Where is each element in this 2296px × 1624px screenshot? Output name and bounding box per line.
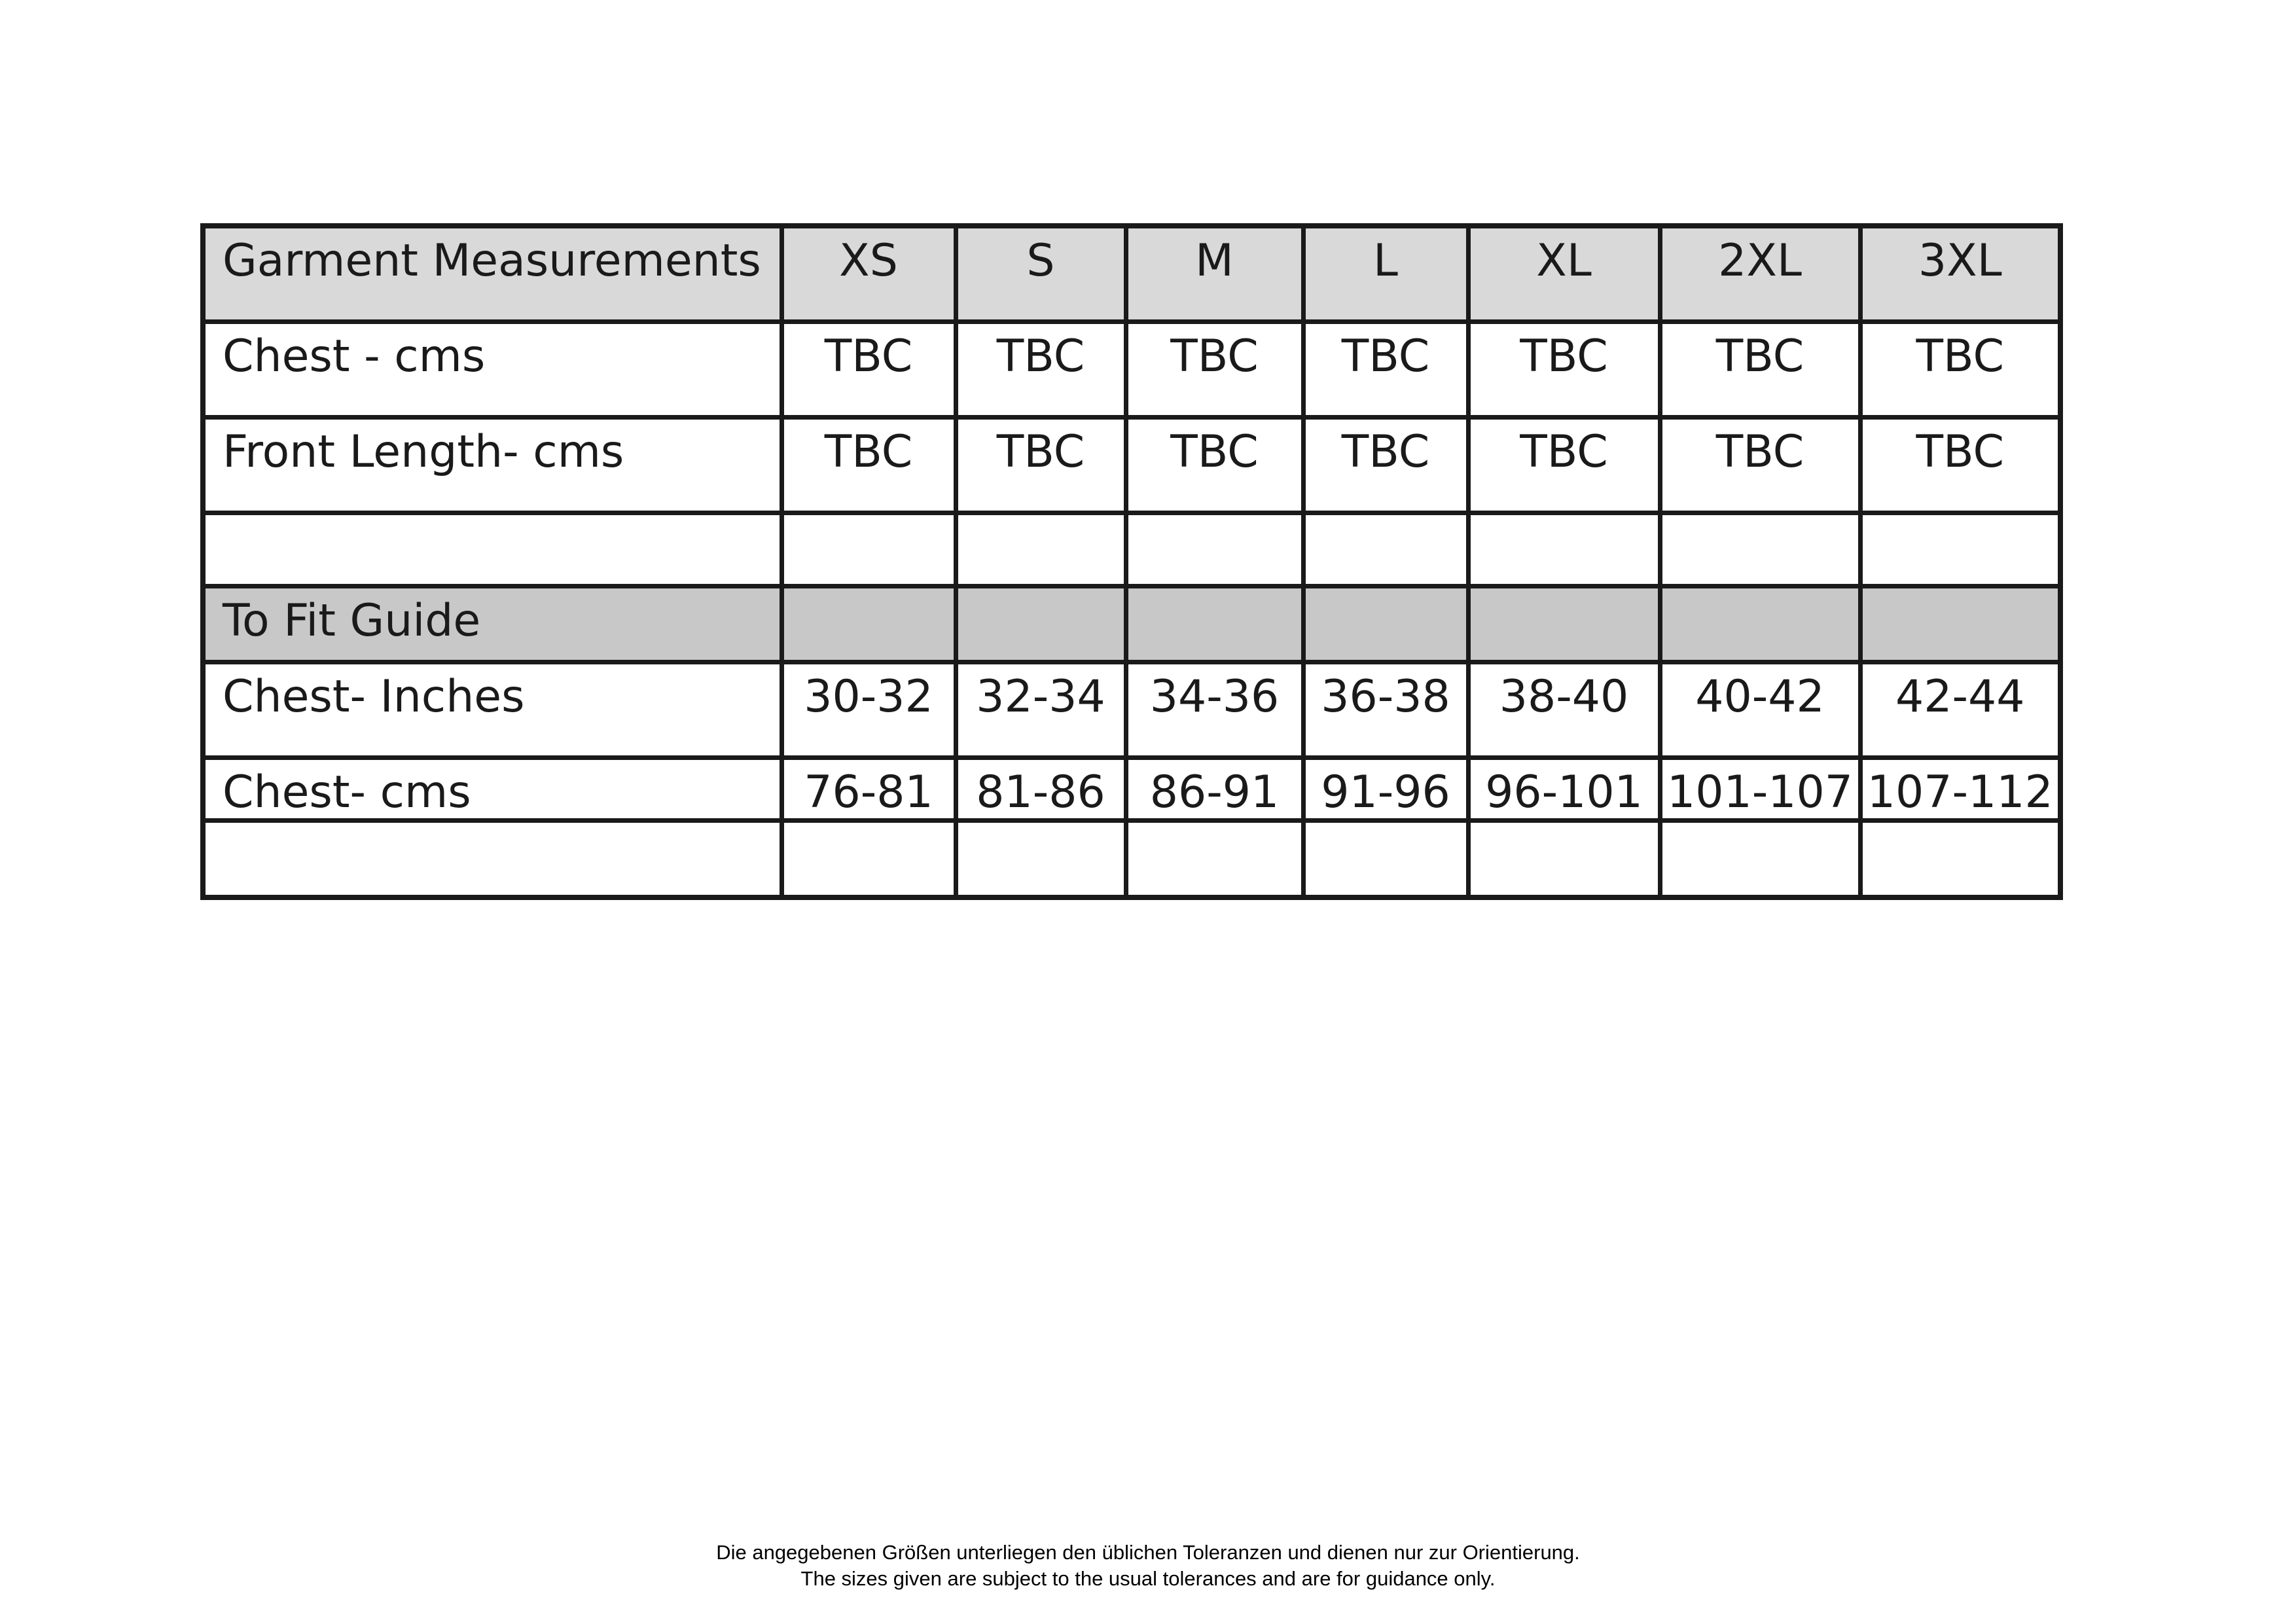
table-cell: 86-91	[1126, 757, 1303, 820]
table-cell: 38-40	[1468, 662, 1660, 757]
empty-cell	[956, 820, 1126, 897]
empty-cell	[203, 513, 781, 586]
table-cell: TBC	[1660, 417, 1860, 513]
table-cell: 107-112	[1860, 757, 2060, 820]
size-header-2xl: 2XL	[1660, 226, 1860, 321]
table-cell: 36-38	[1303, 662, 1468, 757]
size-header-3xl: 3XL	[1860, 226, 2060, 321]
empty-cell	[1303, 820, 1468, 897]
table-cell: TBC	[1126, 321, 1303, 417]
row-label: Chest- Inches	[203, 662, 781, 757]
table-cell: 30-32	[781, 662, 956, 757]
table-row	[203, 662, 2060, 757]
table-cell: 96-101	[1468, 757, 1660, 820]
empty-cell	[1468, 586, 1660, 662]
table-cell: TBC	[781, 417, 956, 513]
table-cell: 34-36	[1126, 662, 1303, 757]
table-cell: TBC	[1468, 417, 1660, 513]
empty-cell	[956, 513, 1126, 586]
empty-cell	[1303, 586, 1468, 662]
empty-cell	[781, 586, 956, 662]
empty-cell	[956, 586, 1126, 662]
empty-cell	[1660, 820, 1860, 897]
size-header-xs: XS	[781, 226, 956, 321]
header-row	[203, 226, 2060, 321]
table-cell: TBC	[781, 321, 956, 417]
table-cell: TBC	[1303, 321, 1468, 417]
empty-row	[203, 820, 2060, 897]
empty-cell	[1126, 513, 1303, 586]
footnote-english: The sizes given are subject to the usual tolerances and are for guidance only.	[800, 1567, 1496, 1590]
table-cell: TBC	[1468, 321, 1660, 417]
table-row	[203, 757, 2060, 820]
size-header-s: S	[956, 226, 1126, 321]
section-row	[203, 586, 2060, 662]
size-chart-table	[200, 223, 2063, 900]
table-cell: 76-81	[781, 757, 956, 820]
table-cell: TBC	[1860, 321, 2060, 417]
empty-cell	[1860, 820, 2060, 897]
table-cell: TBC	[1860, 417, 2060, 513]
table-cell: 42-44	[1860, 662, 2060, 757]
table-cell: TBC	[956, 417, 1126, 513]
table-cell: 32-34	[956, 662, 1126, 757]
empty-cell	[203, 820, 781, 897]
footnote	[0, 1540, 2296, 1592]
empty-cell	[1660, 586, 1860, 662]
empty-cell	[1860, 513, 2060, 586]
row-label: Chest - cms	[203, 321, 781, 417]
table-row	[203, 417, 2060, 513]
table-cell: 101-107	[1660, 757, 1860, 820]
empty-cell	[1126, 820, 1303, 897]
table-cell: TBC	[1126, 417, 1303, 513]
row-label: Front Length- cms	[203, 417, 781, 513]
row-label: Chest- cms	[203, 757, 781, 820]
footnote-german: Die angegebenen Größen unterliegen den üblichen Toleranzen und dienen nur zur Orientierung.	[716, 1541, 1580, 1564]
size-header-xl: XL	[1468, 226, 1660, 321]
header-label: Garment Measurements	[203, 226, 781, 321]
empty-cell	[781, 513, 956, 586]
empty-cell	[1860, 586, 2060, 662]
table-row	[203, 321, 2060, 417]
empty-cell	[1126, 586, 1303, 662]
size-header-l: L	[1303, 226, 1468, 321]
table-cell: TBC	[1660, 321, 1860, 417]
size-header-m: M	[1126, 226, 1303, 321]
table-cell: TBC	[956, 321, 1126, 417]
empty-row	[203, 513, 2060, 586]
table-cell: 40-42	[1660, 662, 1860, 757]
table-cell: 91-96	[1303, 757, 1468, 820]
empty-cell	[1468, 513, 1660, 586]
table-cell: TBC	[1303, 417, 1468, 513]
empty-cell	[781, 820, 956, 897]
section-label: To Fit Guide	[203, 586, 781, 662]
empty-cell	[1660, 513, 1860, 586]
table-cell: 81-86	[956, 757, 1126, 820]
empty-cell	[1303, 513, 1468, 586]
empty-cell	[1468, 820, 1660, 897]
